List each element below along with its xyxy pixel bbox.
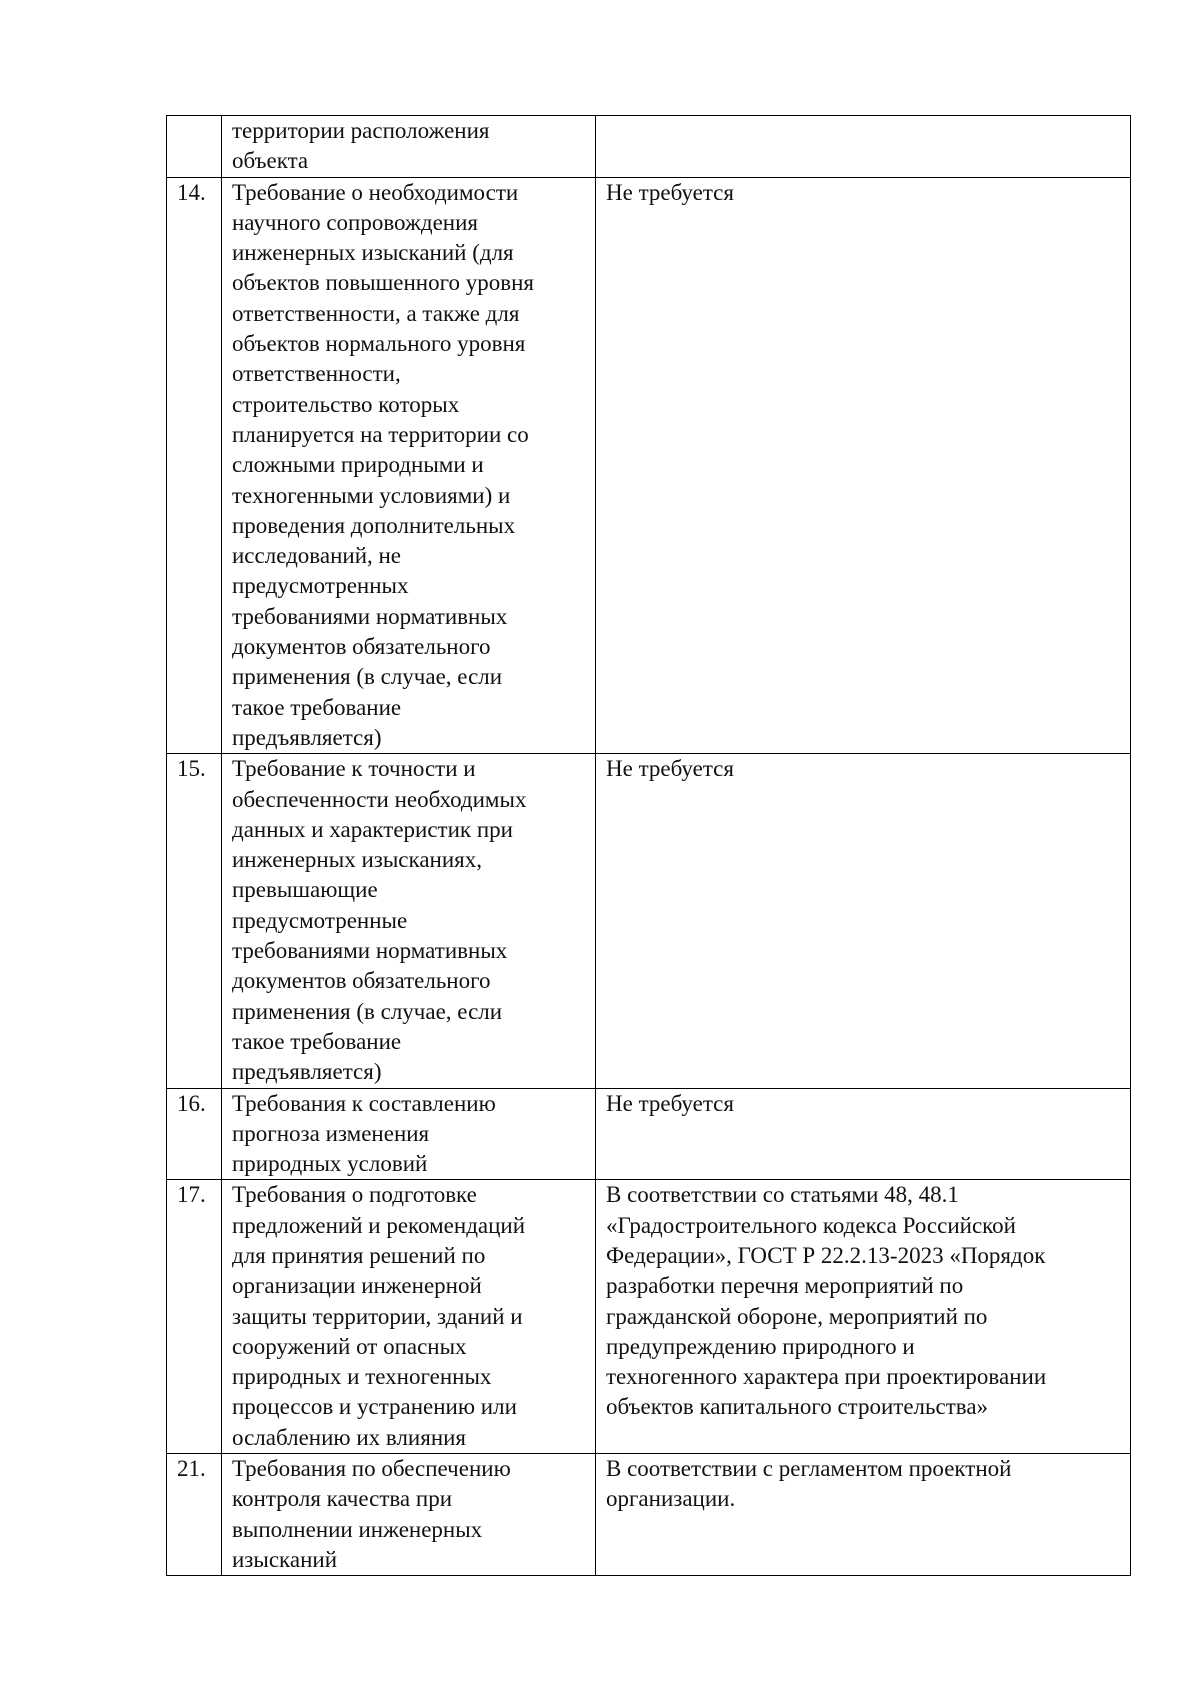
value-text-line: Федерации», ГОСТ Р 22.2.13-2023 «Порядок [606,1242,1046,1268]
requirement-text-line: Требования о подготовке [232,1182,477,1208]
requirement-text-line: предъявляется) [232,1059,382,1085]
requirements-table [166,115,1131,1576]
requirement-text-line: такое требование [232,694,402,720]
requirement-text-line: научного сопровождения [232,209,478,235]
requirement-cell [222,116,596,178]
requirement-text-line: объекта [232,148,309,174]
value-text-line: организации. [606,1486,736,1512]
requirement-text-line: прогноза изменения [232,1120,430,1146]
table-row [167,177,1131,754]
requirement-text-line: сложными природными и [232,452,484,478]
row-number-cell [167,116,222,178]
requirement-text-line: контроля качества при [232,1486,453,1512]
value-cell [596,1088,1131,1180]
value-text-line: Не требуется [606,1090,734,1116]
requirement-text-line: инженерных изысканиях, [232,847,482,873]
requirement-text-line: объектов нормального уровня [232,331,526,357]
table-row [167,754,1131,1088]
row-number-cell [167,177,222,754]
requirement-text-line: строительство которых [232,391,460,417]
requirement-text-line: организации инженерной [232,1273,482,1299]
requirement-text-line: для принятия решений по [232,1242,486,1268]
requirement-text-line: применения (в случае, если [232,664,503,690]
requirement-text-line: ответственности, [232,361,401,387]
requirement-text-line: требованиями нормативных [232,938,508,964]
table-row [167,1180,1131,1454]
requirement-cell [222,1088,596,1180]
requirement-cell [222,1180,596,1454]
requirement-text-line: изысканий [232,1546,338,1572]
value-text-line: В соответствии со статьями 48, 48.1 [606,1182,959,1208]
requirement-text-line: документов обязательного [232,968,491,994]
requirement-text-line: сооружений от опасных [232,1333,467,1359]
requirement-text-line: Требование к точности и [232,756,476,782]
requirement-text-line: защиты территории, зданий и [232,1303,523,1329]
requirement-text-line: природных и техногенных [232,1364,492,1390]
row-number-cell [167,1088,222,1180]
requirement-text-line: превышающие [232,877,378,903]
row-number-cell [167,1454,222,1576]
value-text-line: техногенного характера при проектировании [606,1364,1047,1390]
value-text-line: В соответствии с регламентом проектной [606,1456,1012,1482]
value-text-line: предупреждению природного и [606,1333,915,1359]
requirements-table-body [167,116,1131,1576]
requirement-text-line: Требование о необходимости [232,179,519,205]
value-text-line: гражданской обороне, мероприятий по [606,1303,988,1329]
requirement-cell [222,754,596,1088]
value-cell [596,1454,1131,1576]
requirement-text-line: предусмотренных [232,573,409,599]
requirement-text-line: предусмотренные [232,907,408,933]
requirement-text-line: Требования к составлению [232,1090,496,1116]
requirement-cell [222,1454,596,1576]
table-row [167,1088,1131,1180]
value-cell [596,177,1131,754]
table-row [167,116,1131,178]
requirement-text-line: предъявляется) [232,724,382,750]
value-text-line: «Градостроительного кодекса Российской [606,1212,1016,1238]
row-number: 17. [177,1182,206,1208]
requirement-text-line: проведения дополнительных [232,512,516,538]
table-row [167,1454,1131,1576]
row-number-cell [167,754,222,1088]
requirement-text-line: требованиями нормативных [232,603,508,629]
value-text-line: Не требуется [606,179,734,205]
row-number-cell [167,1180,222,1454]
requirement-text-line: такое требование [232,1028,402,1054]
requirement-text-line: планируется на территории со [232,421,529,447]
value-cell [596,116,1131,178]
requirement-text-line: предложений и рекомендаций [232,1212,526,1238]
requirement-text-line: применения (в случае, если [232,998,503,1024]
requirement-text-line: данных и характеристик при [232,816,513,842]
value-text-line: объектов капитального строительства» [606,1394,989,1420]
requirement-text-line: инженерных изысканий (для [232,240,514,266]
requirement-text-line: процессов и устранению или [232,1394,517,1420]
row-number: 15. [177,756,206,782]
requirement-text-line: документов обязательного [232,634,491,660]
requirement-text-line: природных условий [232,1151,428,1177]
requirement-text-line: объектов повышенного уровня [232,270,534,296]
requirement-text-line: Требования по обеспечению [232,1456,511,1482]
requirement-text-line: ответственности, а также для [232,300,520,326]
row-number: 16. [177,1090,206,1116]
row-number: 21. [177,1456,206,1482]
row-number: 14. [177,179,206,205]
requirement-text-line: техногенными условиями) и [232,482,511,508]
requirement-text-line: исследований, не [232,543,402,569]
requirement-text-line: обеспеченности необходимых [232,786,527,812]
value-text-line: Не требуется [606,756,734,782]
value-cell [596,754,1131,1088]
requirement-text-line: ослаблению их влияния [232,1424,467,1450]
requirement-text-line: территории расположения [232,118,490,143]
value-text-line: разработки перечня мероприятий по [606,1273,964,1299]
value-cell [596,1180,1131,1454]
requirement-cell [222,177,596,754]
requirement-text-line: выполнении инженерных [232,1516,483,1542]
